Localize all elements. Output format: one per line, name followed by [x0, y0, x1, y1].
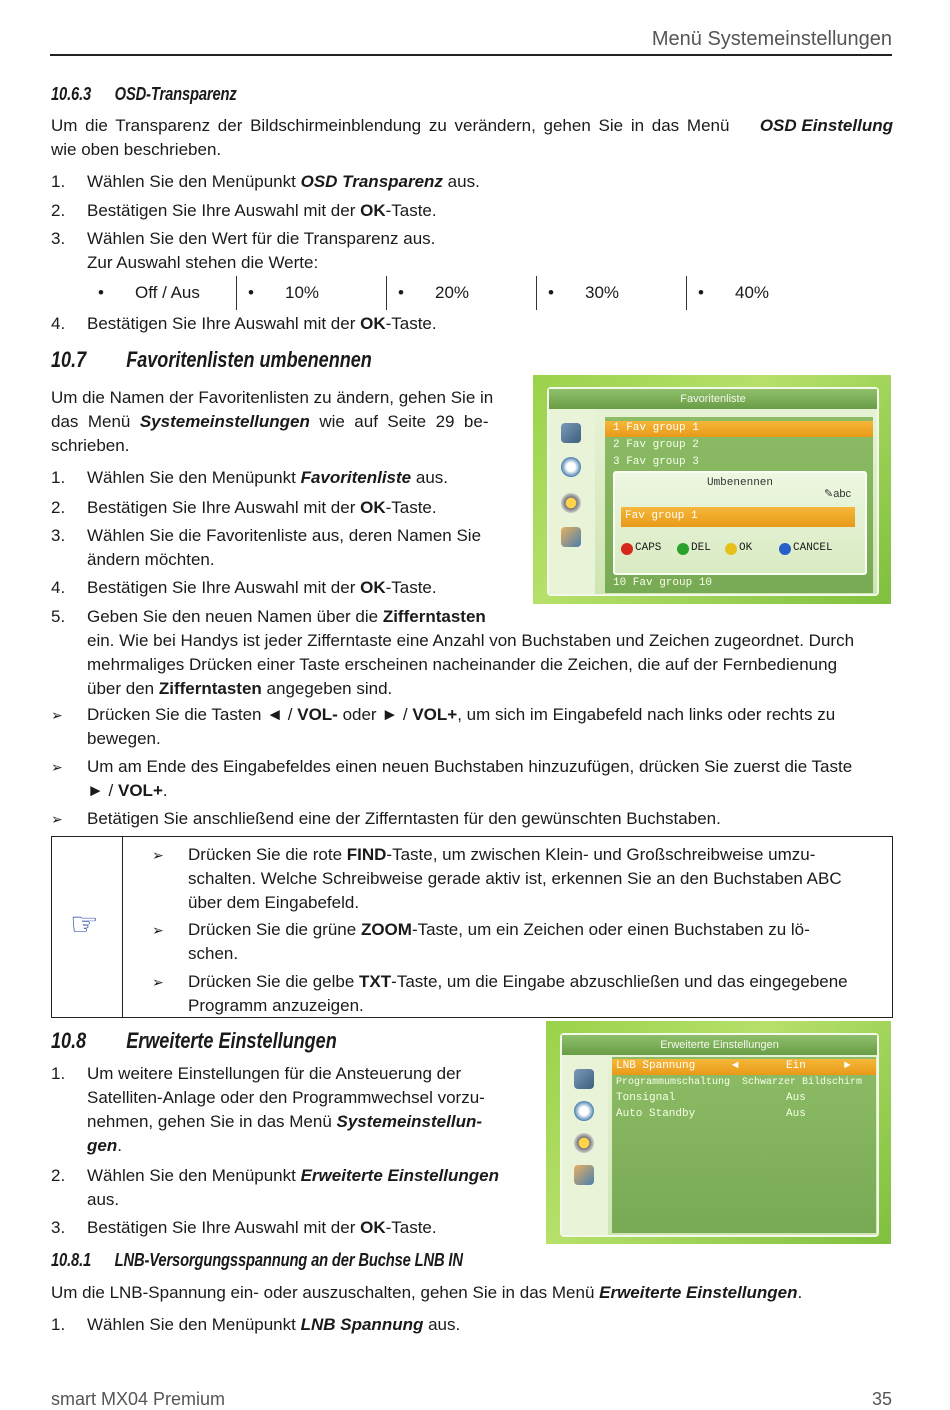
- text: wie auf Seite 29 be-: [309, 412, 489, 431]
- footer-product: smart MX04 Premium: [51, 1389, 226, 1409]
- heading-10-6-3: 10.6.3 OSD-Transparenz: [51, 84, 237, 104]
- text: Um die Namen der Favoritenlisten zu ändern, gehen Sie in: [51, 388, 494, 407]
- paragraph-osd-intro: [51, 114, 893, 162]
- text: -Taste, um ein Zeichen oder einen Buchstaben zu lö-: [411, 920, 810, 939]
- text: Drücken Sie die rote: [188, 845, 347, 864]
- text: Satelliten-Anlage oder den Programmwechsel vorzu-: [87, 1088, 485, 1107]
- text: aus.: [411, 468, 448, 487]
- setting-value[interactable]: Ein: [786, 1060, 806, 1072]
- key-ref: TXT: [359, 972, 392, 991]
- pencil-icon: ✎: [824, 488, 834, 500]
- text: Wählen Sie den Menüpunkt: [87, 1166, 301, 1185]
- heading-10-8: 10.8 Erweiterte Einstellungen: [51, 1028, 337, 1053]
- text: Wählen Sie den Wert für die Transparenz aus.: [87, 229, 436, 248]
- text: schalten. Welche Schreibweise gerade aktiv ist, erkennen Sie an den Buchstaben ABC: [188, 869, 842, 888]
- key-ref: ZOOM: [360, 920, 412, 939]
- tools-icon: [561, 527, 581, 547]
- paragraph-lnb-intro: [51, 1281, 802, 1305]
- text: Wählen Sie die Favoritenliste aus, deren Namen Sie: [87, 526, 482, 545]
- red-button-icon: [621, 543, 633, 555]
- text: aus.: [87, 1190, 120, 1209]
- fav-row[interactable]: 3 Fav group 3: [613, 456, 699, 468]
- text: Drücken Sie die grüne: [188, 920, 361, 939]
- text: -Taste, um zwischen Klein- und Großschreibweise umzu-: [386, 845, 816, 864]
- text: schrieben.: [51, 436, 130, 455]
- list-number: 2.: [51, 498, 66, 517]
- arrow-right-icon[interactable]: ►: [844, 1060, 851, 1072]
- heading-10-8-1: 10.8.1 LNB-Versorgungsspannung an der Buchse LNB IN: [51, 1250, 463, 1270]
- name-input[interactable]: [621, 507, 855, 527]
- caps-button[interactable]: CAPS: [635, 542, 662, 554]
- key-ref: VOL-: [297, 705, 338, 724]
- setting-value[interactable]: Aus: [786, 1108, 806, 1120]
- text: Drücken Sie die Tasten ◄ /: [87, 705, 298, 724]
- setting-label[interactable]: Auto Standby: [616, 1108, 696, 1120]
- text: ein. Wie bei Handys ist jeder Zifferntaste eine Anzahl von Buchstaben und Zeichen zugeordnet. Durch: [87, 631, 855, 650]
- text: Um die LNB-Spannung ein- oder auszuschalten, gehen Sie in das Menü: [51, 1283, 600, 1302]
- text: .: [797, 1283, 803, 1302]
- text: Wählen Sie den Menüpunkt: [87, 468, 301, 487]
- setting-value[interactable]: Aus: [786, 1092, 806, 1104]
- text: -Taste.: [385, 1218, 437, 1237]
- divider: [386, 276, 387, 310]
- text: nehmen, gehen Sie in das Menü: [87, 1112, 337, 1131]
- menu-ref: Systemeinstellun-: [336, 1112, 483, 1131]
- text: Bestätigen Sie Ihre Auswahl mit der: [87, 314, 361, 333]
- arrow-bullet-icon: ➢: [51, 759, 63, 775]
- heading-10-7: 10.7 Favoritenlisten umbenennen: [51, 347, 372, 372]
- key-ref: OK: [360, 201, 386, 220]
- divider: [536, 276, 537, 310]
- picture-icon: [574, 1069, 594, 1089]
- text: -Taste.: [385, 498, 437, 517]
- pointing-hand-icon: ☞: [70, 906, 99, 942]
- key-ref: Zifferntasten: [158, 679, 262, 698]
- osd-panel: [547, 387, 879, 596]
- setting-label[interactable]: LNB Spannung: [616, 1060, 696, 1072]
- setting-label[interactable]: Programmumschaltung: [616, 1077, 731, 1088]
- osd-panel: [560, 1033, 879, 1237]
- text: Wählen Sie den Menüpunkt: [87, 172, 301, 191]
- picture-icon: [561, 423, 581, 443]
- screenshot-erweiterte-einstellungen: [546, 1021, 891, 1244]
- text: bewegen.: [87, 729, 161, 748]
- text: Bestätigen Sie Ihre Auswahl mit der: [87, 578, 361, 597]
- list-number: 5.: [51, 607, 66, 626]
- text: über den: [87, 679, 159, 698]
- text: Geben Sie den neuen Namen über die: [87, 607, 383, 626]
- list-number: 1.: [51, 1064, 66, 1083]
- paragraph-fav-intro: [51, 386, 511, 458]
- note-divider: [122, 837, 123, 1017]
- text: Drücken Sie die gelbe: [188, 972, 360, 991]
- fav-row[interactable]: 10 Fav group 10: [613, 577, 713, 589]
- key-ref: Zifferntasten: [382, 607, 486, 626]
- list-number: 3.: [51, 526, 66, 545]
- list-number: 1.: [51, 172, 66, 191]
- menu-ref: LNB Spannung: [300, 1315, 424, 1334]
- osd-sidebar: [562, 1055, 608, 1235]
- fav-row[interactable]: 1 Fav group 1: [613, 422, 699, 434]
- osd-title-bar: Favoritenliste: [549, 389, 877, 409]
- text: .: [162, 781, 168, 800]
- key-ref: VOL+: [118, 781, 163, 800]
- key-ref: OK: [360, 498, 386, 517]
- text: oder ► /: [337, 705, 413, 724]
- text: schen.: [188, 944, 239, 963]
- arrow-bullet-icon: ➢: [152, 922, 164, 938]
- osd-title-bar: Erweiterte Einstellungen: [562, 1035, 877, 1055]
- settings-gear-icon: [561, 493, 581, 513]
- value-options: • Off / Aus • 10% • 20% • 30% • 40%: [86, 276, 806, 310]
- text: Betätigen Sie anschließend eine der Zifferntasten für den gewünschten Buchstaben.: [87, 809, 721, 828]
- ok-button[interactable]: OK: [739, 542, 753, 554]
- list-number: 1.: [51, 1315, 66, 1334]
- text: -Taste.: [385, 201, 437, 220]
- name-input-value: Fav group 1: [625, 510, 698, 522]
- arrow-left-icon[interactable]: ◄: [732, 1060, 739, 1072]
- list-number: 1.: [51, 468, 66, 487]
- text: Zur Auswahl stehen die Werte:: [87, 253, 319, 272]
- del-button[interactable]: DEL: [691, 542, 711, 554]
- option-label: Off / Aus: [135, 283, 200, 302]
- yellow-button-icon: [725, 543, 737, 555]
- text: , um sich im Eingabefeld nach links oder rechts zu: [457, 705, 836, 724]
- text: wie oben beschrieben.: [51, 140, 222, 159]
- dialog-title: Umbenennen: [706, 477, 773, 489]
- option-label: 10%: [285, 283, 320, 302]
- text: angegeben sind.: [261, 679, 393, 698]
- text: Bestätigen Sie Ihre Auswahl mit der: [87, 498, 361, 517]
- arrow-bullet-icon: ➢: [51, 707, 63, 723]
- running-header: Menü Systemeinstellungen: [651, 28, 892, 50]
- text: ändern möchten.: [87, 550, 215, 569]
- list-number: 4.: [51, 314, 66, 333]
- satellite-dish-icon: [561, 457, 581, 477]
- blue-button-icon: [779, 543, 791, 555]
- menu-ref: Erweiterte Einstellungen: [599, 1283, 798, 1302]
- text: Um die Transparenz der Bildschirmeinblendung zu verändern, gehen Sie in das Menü: [51, 116, 730, 135]
- text: aus.: [423, 1315, 461, 1334]
- page-number: 35: [871, 1389, 892, 1409]
- arrow-bullet-icon: ➢: [152, 847, 164, 863]
- key-ref: OK: [360, 314, 386, 333]
- cancel-button[interactable]: CANCEL: [793, 542, 833, 554]
- list-number: 4.: [51, 578, 66, 597]
- note-box: [51, 836, 893, 1018]
- key-ref: OK: [360, 578, 386, 597]
- menu-ref: Systemeinstellungen: [139, 412, 310, 431]
- text: ► /: [87, 781, 118, 800]
- settings-gear-icon: [574, 1133, 594, 1153]
- screenshot-favoritenliste: [533, 375, 891, 604]
- tools-icon: [574, 1165, 594, 1185]
- case-label: abc: [833, 488, 851, 500]
- text: -Taste.: [385, 314, 437, 333]
- option-label: 30%: [585, 283, 620, 302]
- text: Bestätigen Sie Ihre Auswahl mit der: [87, 201, 361, 220]
- osd-settings-list: [612, 1057, 876, 1233]
- menu-ref: Erweiterte Einstellungen: [300, 1166, 499, 1185]
- divider: [236, 276, 237, 310]
- osd-sidebar: [549, 409, 595, 594]
- setting-value[interactable]: Schwarzer Bildschirm: [742, 1077, 863, 1088]
- arrow-bullet-icon: ➢: [152, 974, 164, 990]
- menu-ref: OSD Transparenz: [300, 172, 443, 191]
- green-button-icon: [677, 543, 689, 555]
- text: Um weitere Einstellungen für die Ansteuerung der: [87, 1064, 462, 1083]
- text: Um am Ende des Eingabefeldes einen neuen Buchstaben hinzuzufügen, drücken Sie zuerst die Taste: [87, 757, 853, 776]
- setting-label[interactable]: Tonsignal: [616, 1092, 676, 1104]
- fav-row[interactable]: 2 Fav group 2: [613, 439, 699, 451]
- list-number: 3.: [51, 229, 66, 248]
- text: mehrmaliges Drücken einer Taste erscheinen nacheinander die Zeichen, die auf der Fernbedienung: [87, 655, 838, 674]
- case-indicator: [824, 487, 851, 500]
- header-rule: [50, 54, 892, 56]
- satellite-dish-icon: [574, 1101, 594, 1121]
- key-ref: OK: [360, 1218, 386, 1237]
- rename-dialog: [613, 471, 867, 575]
- divider: [686, 276, 687, 310]
- text: aus.: [442, 172, 480, 191]
- list-number: 2.: [51, 1166, 66, 1185]
- arrow-bullet-icon: ➢: [51, 811, 63, 827]
- menu-ref: OSD Einstellung: [759, 116, 893, 135]
- menu-ref: gen: [87, 1136, 118, 1155]
- menu-ref: Favoritenliste: [300, 468, 412, 487]
- text: über dem Eingabefeld.: [188, 893, 360, 912]
- key-ref: VOL+: [412, 705, 458, 724]
- text: Bestätigen Sie Ihre Auswahl mit der: [87, 1218, 361, 1237]
- list-number: 2.: [51, 201, 66, 220]
- key-ref: FIND: [346, 845, 387, 864]
- list-number: 3.: [51, 1218, 66, 1237]
- text: das Menü: [51, 412, 140, 431]
- option-label: 20%: [435, 283, 470, 302]
- text: Programm anzuzeigen.: [188, 996, 364, 1015]
- option-label: 40%: [735, 283, 770, 302]
- text: -Taste, um die Eingabe abzuschließen und das eingegebene: [391, 972, 848, 991]
- text: .: [117, 1136, 122, 1155]
- text: Wählen Sie den Menüpunkt: [87, 1315, 301, 1334]
- text: -Taste.: [385, 578, 437, 597]
